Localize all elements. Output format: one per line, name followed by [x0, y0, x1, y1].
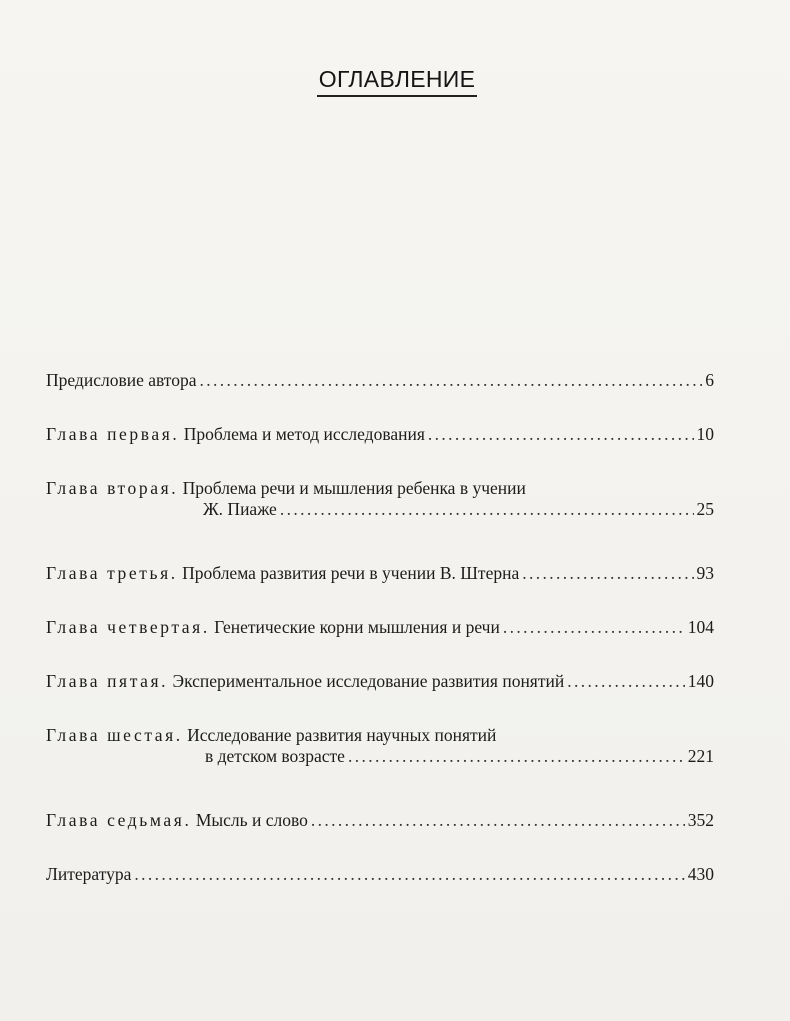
toc-entry-title: Проблема развития речи в учении В. Штерна — [182, 563, 520, 583]
toc-entry-title: Предисловие автора — [46, 370, 197, 390]
toc-entry-title: Проблема речи и мышления ребенка в учении — [182, 478, 526, 498]
dot-leader — [348, 746, 685, 767]
dot-leader — [311, 810, 685, 831]
toc-entry-page: 25 — [696, 499, 714, 519]
toc-entry-chapter-5[interactable] — [46, 671, 714, 702]
toc-entry-preface[interactable] — [46, 370, 714, 401]
toc-entry-prefix: Глава третья. — [46, 563, 178, 583]
toc-entry-prefix: Глава четвертая. — [46, 617, 210, 637]
toc-entry-chapter-3[interactable] — [46, 563, 714, 594]
toc-entry-prefix: Глава шестая. — [46, 725, 183, 745]
toc-entry-page: 6 — [705, 370, 714, 390]
table-of-contents — [46, 370, 714, 918]
toc-entry-prefix: Глава седьмая. — [46, 810, 192, 830]
dot-leader — [567, 671, 685, 692]
toc-entry-prefix: Глава первая. — [46, 424, 180, 444]
toc-entry-chapter-1[interactable] — [46, 424, 714, 455]
toc-entry-title: Литература — [46, 864, 132, 884]
toc-entry-title: Исследование развития научных понятий — [187, 725, 497, 745]
toc-entry-title-line2: в детском возрасте — [205, 746, 345, 766]
dot-leader — [280, 499, 694, 520]
toc-entry-prefix: Глава вторая. — [46, 478, 179, 498]
toc-entry-title: Генетические корни мышления и речи — [214, 617, 500, 637]
toc-entry-page: 221 — [687, 746, 714, 766]
toc-entry-page: 140 — [687, 671, 714, 691]
toc-entry-prefix: Глава пятая. — [46, 671, 169, 691]
dot-leader — [503, 617, 685, 638]
toc-entry-page: 430 — [687, 864, 714, 884]
dot-leader — [522, 563, 693, 584]
toc-entry-chapter-6[interactable] — [46, 725, 714, 787]
toc-entry-page: 104 — [687, 617, 714, 637]
toc-entry-bibliography[interactable] — [46, 864, 714, 895]
dot-leader — [200, 370, 703, 391]
toc-entry-page: 10 — [696, 424, 714, 444]
dot-leader — [134, 864, 684, 885]
toc-entry-chapter-4[interactable] — [46, 617, 714, 648]
toc-entry-page: 93 — [696, 563, 714, 583]
toc-entry-title: Проблема и метод исследования — [183, 424, 425, 444]
toc-entry-title: Экспериментальное исследование развития понятий — [172, 671, 565, 691]
toc-entry-chapter-2[interactable] — [46, 478, 714, 540]
title-container — [0, 66, 790, 97]
toc-entry-page: 352 — [687, 810, 714, 830]
toc-entry-chapter-7[interactable] — [46, 810, 714, 841]
toc-entry-title: Мысль и слово — [195, 810, 308, 830]
dot-leader — [428, 424, 694, 445]
page-title: ОГЛАВЛЕНИЕ — [317, 66, 478, 97]
toc-entry-title-line2: Ж. Пиаже — [203, 499, 277, 519]
